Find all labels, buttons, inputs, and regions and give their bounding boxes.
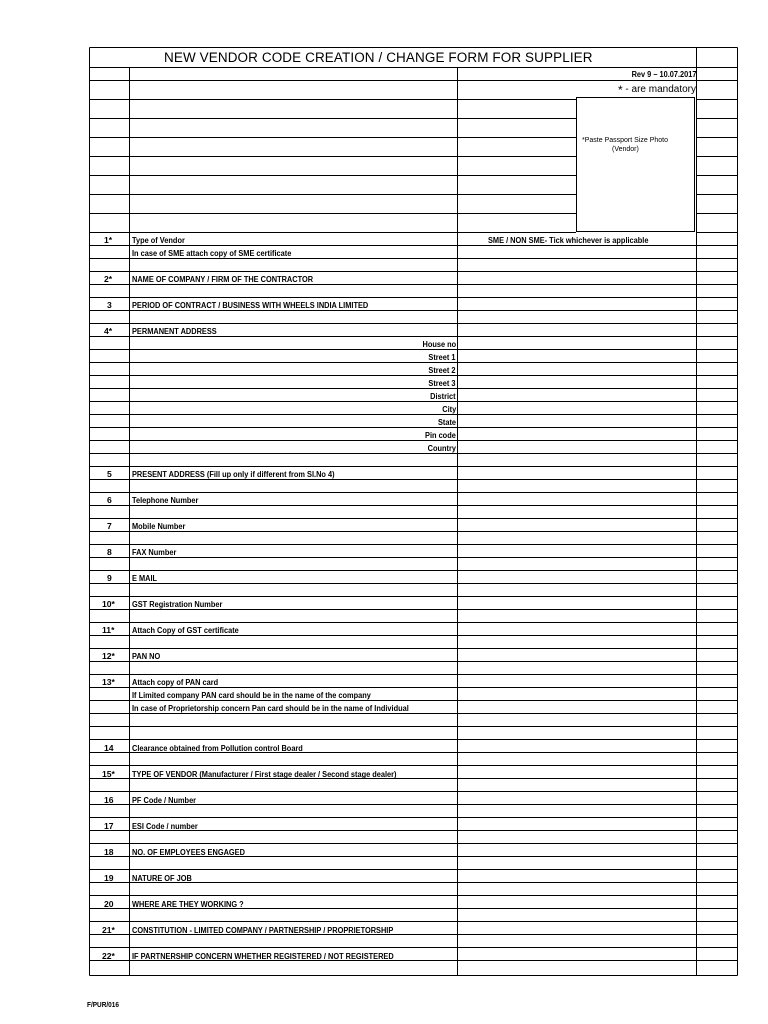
row-number-8: 8 [107,547,112,557]
address-city: City [442,404,456,414]
field-label-working-location: WHERE ARE THEY WORKING ? [132,899,244,909]
field-label-present-address: PRESENT ADDRESS (Fill up only if different from Sl.No 4) [132,469,335,479]
row-number-10: 10* [102,599,115,609]
row-number-5: 5 [107,469,112,479]
row-number-14: 14 [104,743,114,753]
row-number-9: 9 [107,573,112,583]
photo-instruction-line1: *Paste Passport Size Photo [582,137,668,144]
row-number-17: 17 [104,821,114,831]
mandatory-text: - are mandatory [622,84,696,95]
row-number-16: 16 [104,795,114,805]
photo-instruction [582,136,694,155]
field-label-employees: NO. OF EMPLOYEES ENGAGED [132,847,245,857]
footer-form-code: F/PUR/016 [87,1000,119,1009]
row-number-4: 4* [104,326,113,336]
address-house-no: House no [422,339,456,349]
mandatory-note [618,84,696,96]
field-label-sme-certificate: In case of SME attach copy of SME certificate [132,248,292,258]
row-number-2: 2* [104,274,113,284]
field-label-constitution: CONSTITUTION - LIMITED COMPANY / PARTNERSHIP / PROPRIETORSHIP [132,925,394,935]
address-pin-code: Pin code [425,430,456,440]
field-label-pan-no: PAN NO [132,651,161,661]
field-label-company-name: NAME OF COMPANY / FIRM OF THE CONTRACTOR [132,274,314,284]
address-district: District [430,391,456,401]
field-note-pan-company: If Limited company PAN card should be in the name of the company [132,690,371,700]
field-label-email: E MAIL [132,573,158,583]
field-note-pan-individual: In case of Proprietorship concern Pan card should be in the name of Individual [132,703,409,713]
form-title: NEW VENDOR CODE CREATION / CHANGE FORM FOR SUPPLIER [164,50,593,65]
field-label-esi-code: ESI Code / number [132,821,198,831]
field-label-gst-number: GST Registration Number [132,599,223,609]
field-label-period-of-contract: PERIOD OF CONTRACT / BUSINESS WITH WHEELS INDIA LIMITED [132,300,369,310]
field-label-fax: FAX Number [132,547,177,557]
row-number-19: 19 [104,873,114,883]
passport-photo-box[interactable] [576,97,695,232]
field-label-vendor-category: TYPE OF VENDOR (Manufacturer / First stage dealer / Second stage dealer) [132,769,397,779]
field-label-telephone: Telephone Number [132,495,199,505]
address-country: Country [427,443,456,453]
field-label-mobile: Mobile Number [132,521,186,531]
field-label-partnership-registration: IF PARTNERSHIP CONCERN WHETHER REGISTERED / NOT REGISTERED [132,951,394,961]
row-number-21: 21* [102,925,115,935]
row-number-3: 3 [107,300,112,310]
row-number-15: 15* [102,769,115,779]
field-label-pollution-clearance: Clearance obtained from Pollution control Board [132,743,303,753]
field-label-nature-of-job: NATURE OF JOB [132,873,192,883]
mandatory-star: * [617,83,623,97]
address-state: State [437,417,456,427]
field-label-pf-code: PF Code / Number [132,795,197,805]
field-label-gst-certificate: Attach Copy of GST certificate [132,625,239,635]
field-label-permanent-address: PERMANENT ADDRESS [132,326,217,336]
row-number-22: 22* [102,951,115,961]
photo-instruction-line2: (Vendor) [612,146,639,154]
address-street-1: Street 1 [428,352,456,362]
row-number-11: 11* [102,625,115,635]
row-number-18: 18 [104,847,114,857]
row-number-20: 20 [104,899,114,909]
row-number-6: 6 [107,495,112,505]
field-label-type-of-vendor: Type of Vendor [132,235,185,245]
field-label-pan-card-copy: Attach copy of PAN card [132,677,219,687]
row-number-13: 13* [102,677,115,687]
row-number-12: 12* [102,651,115,661]
address-street-3: Street 3 [428,378,456,388]
address-street-2: Street 2 [428,365,456,375]
row-number-1: 1* [104,235,113,245]
sme-option-text[interactable]: SME / NON SME- Tick whichever is applicable [488,235,649,245]
row-number-7: 7 [107,521,112,531]
revision-label: Rev 9 – 10.07.2017 [631,69,696,79]
